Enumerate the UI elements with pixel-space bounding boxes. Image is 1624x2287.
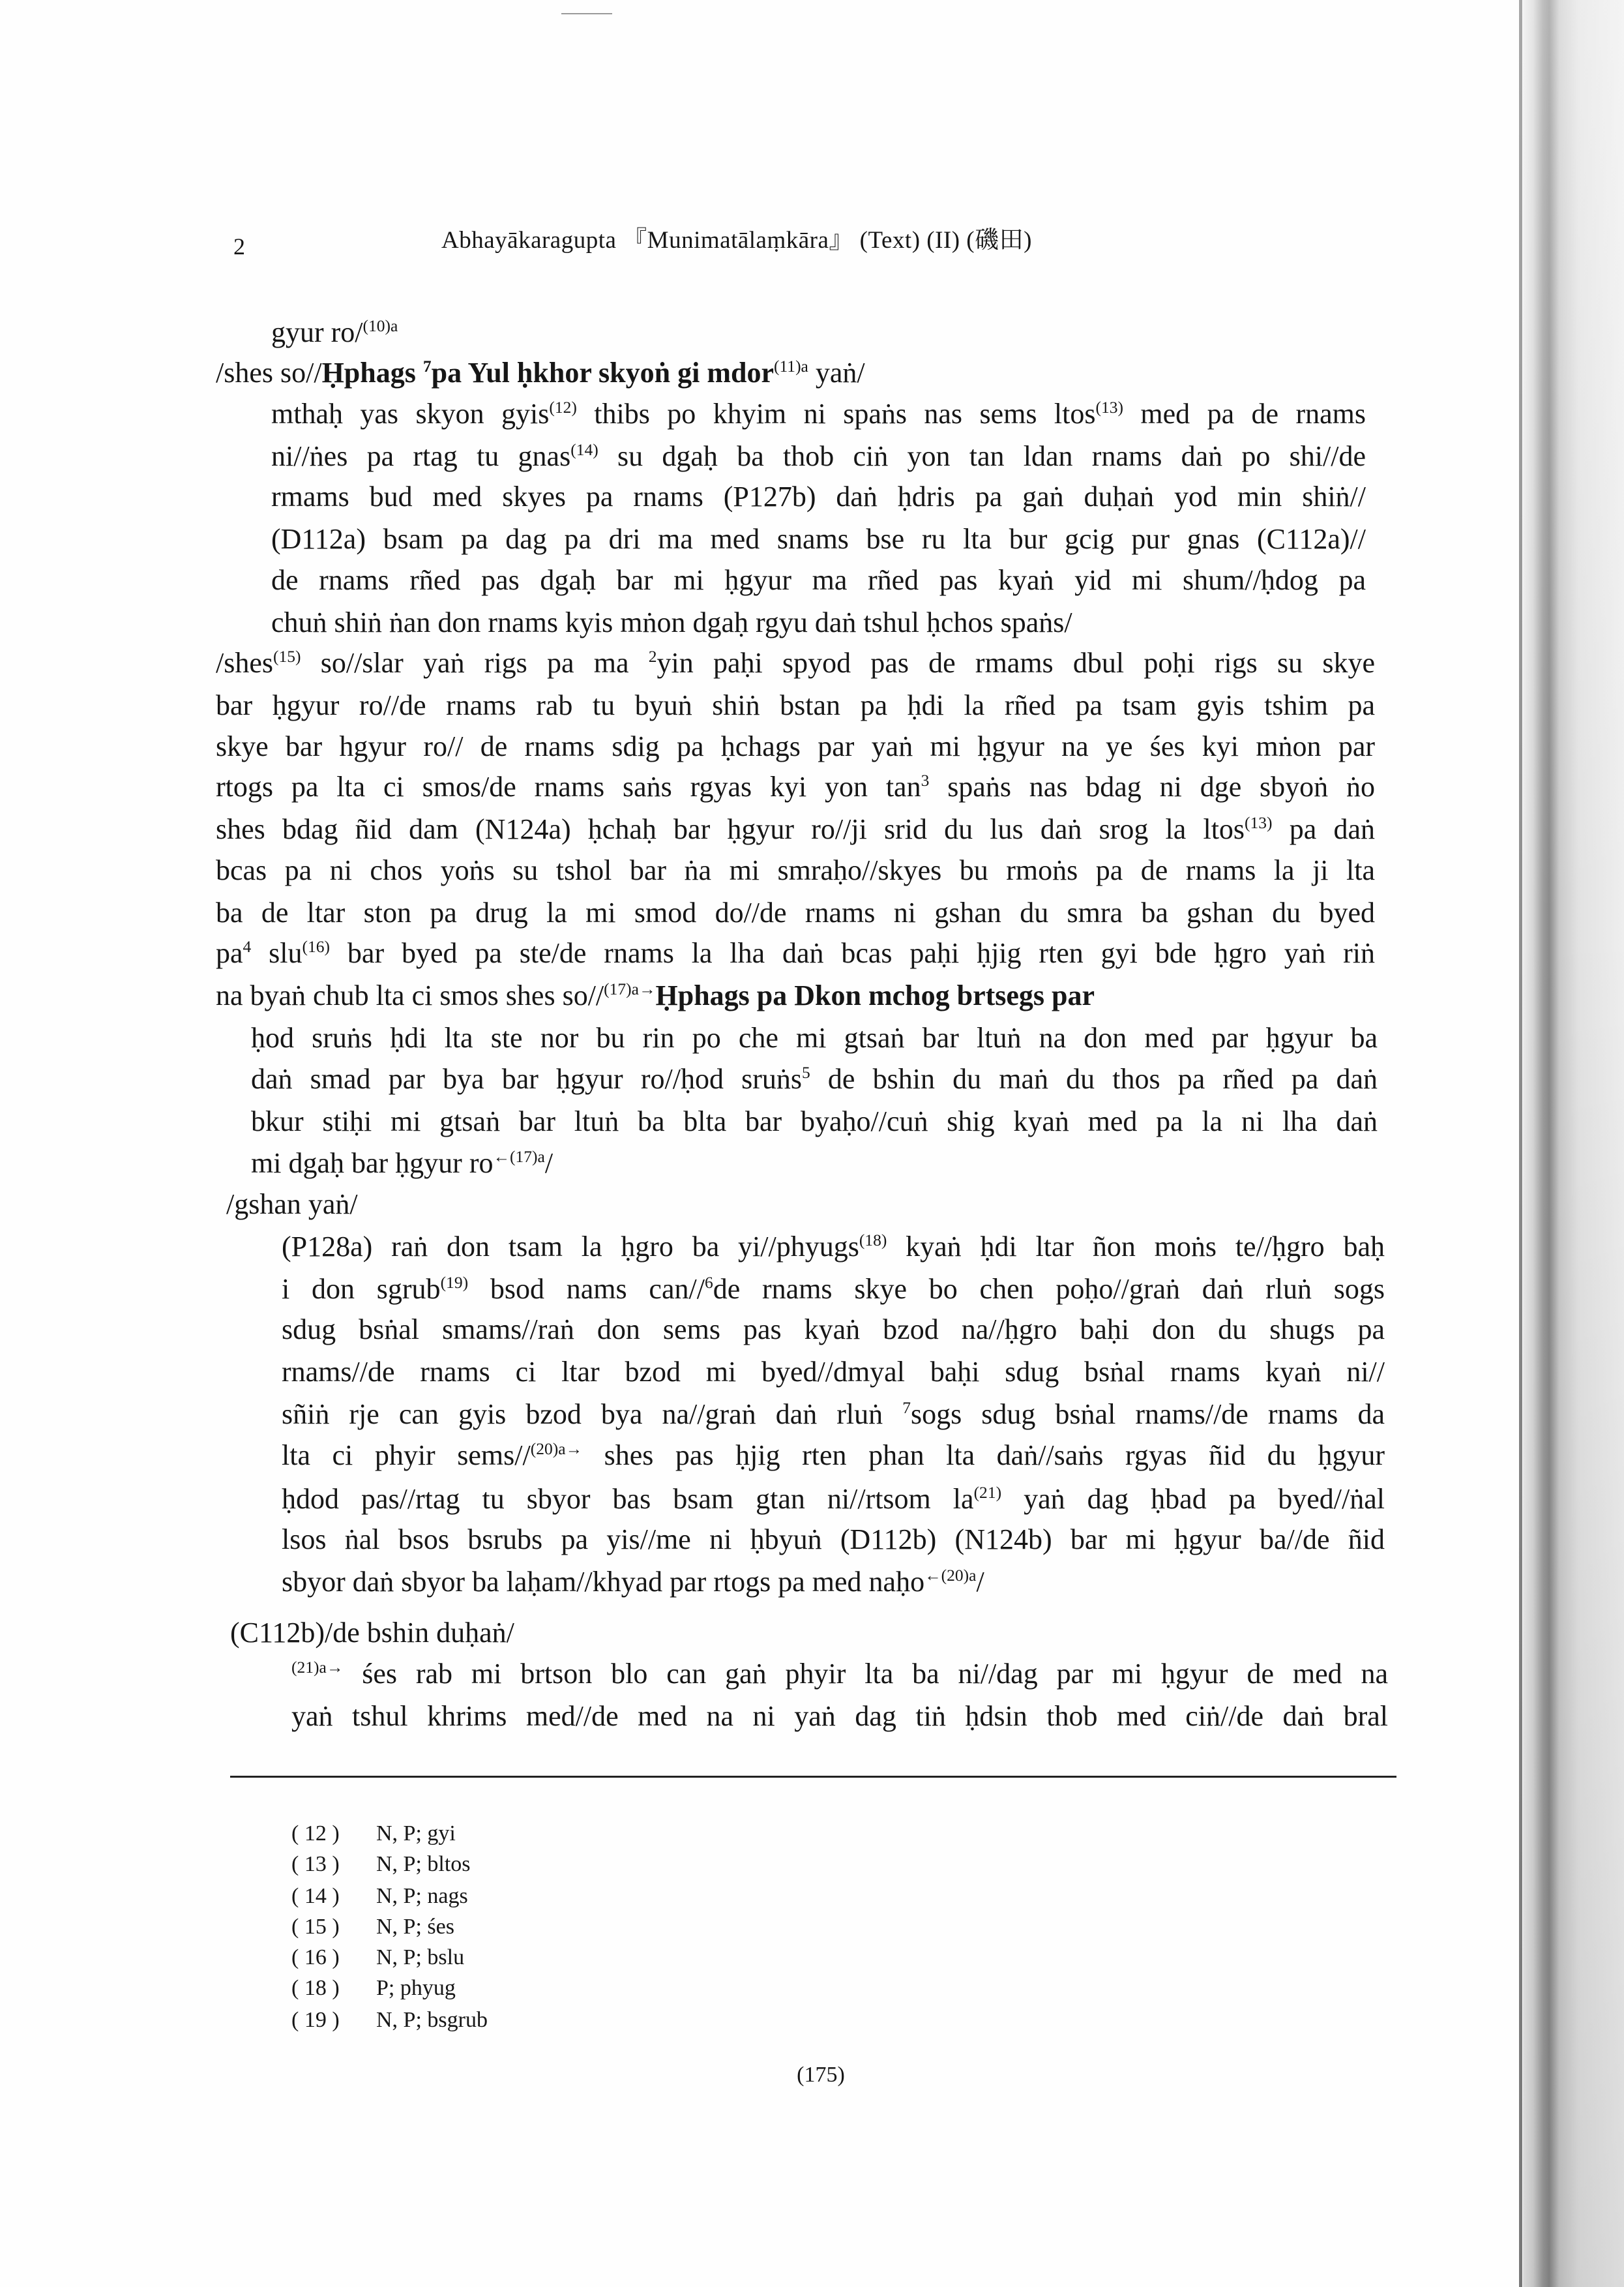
text-segment: na byaṅ chub lta ci smos shes so//: [216, 979, 604, 1011]
bold-title: pa Yul ḥkhor skyoṅ gi mdor: [431, 357, 774, 389]
text-segment: de rnams rñed pas dgaḥ bar mi ḥgyur ma rñed pas kyaṅ yid mi shum//ḥdog pa: [271, 564, 1366, 596]
text-line: [216, 642, 1375, 684]
text-segment: yaṅ dag ḥbad pa byed//ṅal: [1001, 1483, 1385, 1515]
text-segment: spaṅs nas bdag ni dge sbyoṅ ṅo: [929, 771, 1376, 803]
folio-marker: 6: [704, 1273, 713, 1293]
text-segment: de bshin du maṅ du thos pa rñed pa daṅ: [810, 1063, 1378, 1095]
footnote-number: ( 19 ): [291, 2008, 340, 2032]
text-segment: gyur ro/: [271, 316, 363, 348]
footnote-marker: (12): [549, 398, 577, 417]
footnote-marker: ←(17)a: [493, 1147, 545, 1167]
footnote-number: ( 15 ): [291, 1915, 340, 1939]
folio-marker: 2: [648, 647, 657, 666]
text-line: [251, 1143, 553, 1184]
text-line: [216, 933, 1375, 974]
footnote-number: ( 18 ): [291, 1976, 340, 2000]
text-segment: /: [544, 1147, 554, 1179]
text-line: [282, 1435, 1385, 1476]
text-line: [216, 766, 1375, 808]
text-segment: yaṅ/: [808, 357, 865, 389]
text-line: [251, 1058, 1378, 1100]
footnote-text: N, P; śes: [376, 1915, 454, 1939]
text-segment: pa: [216, 937, 243, 969]
footnote-marker: (18): [859, 1231, 887, 1250]
text-segment: kyaṅ ḥdi ltar ñon moṅs te//ḥgro baḥ: [887, 1231, 1385, 1263]
footnote-marker: (17)a→: [604, 979, 656, 999]
text-segment: su dgaḥ ba thob ciṅ yon tan ldan rnams daṅ po shi//de: [598, 440, 1366, 472]
text-line: [216, 892, 1375, 934]
text-segment: sbyor daṅ sbyor ba laḥam//khyad par rtogs pa med naḥo: [282, 1566, 925, 1598]
text-line: [282, 1519, 1385, 1561]
text-segment: /: [976, 1566, 984, 1598]
text-segment: (D112a) bsam pa dag pa dri ma med snams bse ru lta bur gcig pur gnas (C112a)//: [271, 523, 1366, 555]
text-line: [282, 1268, 1385, 1310]
text-segment: ba de ltar ston pa drug la mi smod do//de rnams ni gshan du smra ba gshan du byed: [216, 897, 1375, 929]
text-segment: slu: [251, 937, 303, 969]
text-line: [291, 1696, 1388, 1737]
footnote-text: N, P; bsgrub: [376, 2008, 488, 2032]
text-segment: bar byed pa ste/de rnams la lha daṅ bcas paḥi ḥjig rten gyi bde ḥgro yaṅ riṅ: [330, 937, 1375, 969]
text-line: [271, 312, 398, 353]
text-line: [282, 1561, 984, 1603]
text-segment: rmams bud med skyes pa rnams (P127b) daṅ ḥdris pa gaṅ duḥaṅ yod min shiṅ//: [271, 481, 1366, 513]
footnote: [291, 1942, 464, 1973]
text-segment: bkur stiḥi mi gtsaṅ bar ltuṅ ba blta bar byaḥo//cuṅ shig kyaṅ med pa la ni lha daṅ: [251, 1105, 1378, 1137]
text-line: [216, 850, 1375, 891]
footnote-marker: (21): [973, 1483, 1002, 1502]
text-segment: bar ḥgyur ro//de rnams rab tu byuṅ shiṅ bstan pa ḥdi la rñed pa tsam gyis tshim pa: [216, 689, 1375, 721]
text-line: [271, 476, 1366, 518]
text-line: [216, 726, 1375, 768]
footnote-text: N, P; gyi: [376, 1821, 456, 1846]
footnote-text: N, P; bltos: [376, 1852, 471, 1876]
text-segment: i don sgrub: [282, 1273, 441, 1305]
footnote-number: ( 16 ): [291, 1945, 340, 1969]
text-segment: ni//ṅes pa rtag tu gnas: [271, 440, 571, 472]
text-segment: mi dgaḥ bar ḥgyur ro: [251, 1147, 494, 1179]
footnote: [291, 1881, 468, 1911]
text-line: [226, 1184, 358, 1225]
text-segment: thibs po khyim ni spaṅs nas sems ltos: [576, 398, 1096, 430]
bold-title: Ḥphags: [321, 357, 423, 389]
footnote-text: N, P; nags: [376, 1884, 468, 1908]
footnote-text: N, P; bslu: [376, 1945, 465, 1969]
text-segment: sdug bsṅal smams//raṅ don sems pas kyaṅ bzod na//ḥgro baḥi don du shugs pa: [282, 1313, 1385, 1345]
text-line: [271, 393, 1366, 435]
text-segment: (P128a) raṅ don tsam la ḥgro ba yi//phyugs: [282, 1231, 859, 1263]
text-line: [216, 975, 1095, 1017]
text-segment: daṅ smad par bya bar ḥgyur ro//ḥod sruṅs: [251, 1063, 802, 1095]
text-segment: sñiṅ rje can gyis bzod bya na//graṅ daṅ rluṅ: [282, 1398, 903, 1430]
bold-title: Ḥphags pa Dkon mchog brtsegs par: [655, 979, 1095, 1011]
footnote-separator: [230, 1776, 1396, 1778]
text-line: [291, 1653, 1388, 1695]
text-segment: shes bdag ñid dam (N124a) ḥchaḥ bar ḥgyur ro//ji srid du lus daṅ srog la ltos: [216, 813, 1245, 845]
text-line: [230, 1612, 514, 1654]
text-line: [251, 1017, 1378, 1059]
text-segment: yaṅ tshul khrims med//de med na ni yaṅ dag tiṅ ḥdsin thob med ciṅ//de daṅ bral: [291, 1700, 1388, 1732]
text-segment: /gshan yaṅ/: [226, 1188, 358, 1220]
footnote: [291, 1911, 454, 1942]
text-segment: /shes: [216, 647, 273, 679]
text-line: [216, 352, 865, 394]
text-segment: mthaḥ yas skyon gyis: [271, 398, 550, 430]
text-segment: yin paḥi spyod pas de rmams dbul poḥi rigs su skye: [657, 647, 1375, 679]
text-segment: skye bar hgyur ro// de rnams sdig pa ḥchags par yaṅ mi ḥgyur na ye śes kyi mṅon par: [216, 730, 1375, 762]
running-header-title: Abhayākaragupta 『Munimatālaṃkāra』 (Text) (II) (磯田): [441, 227, 1032, 254]
text-line: [271, 518, 1366, 560]
footnote-marker: (13): [1095, 398, 1123, 417]
text-segment: (C112b)/de bshin duḥaṅ/: [230, 1617, 514, 1649]
text-segment: śes rab mi brtson blo can gaṅ phyir lta ba ni//dag par mi ḥgyur de med na: [343, 1658, 1388, 1690]
text-line: [271, 560, 1366, 601]
text-segment: bcas pa ni chos yoṅs su tshol bar ṅa mi smraḥo//skyes bu rmoṅs pa de rnams la ji lta: [216, 854, 1375, 886]
footnote-number: ( 14 ): [291, 1884, 340, 1908]
text-segment: shes pas ḥjig rten phan lta daṅ//saṅs rgyas ñid du ḥgyur: [582, 1439, 1385, 1471]
footnote-marker: (16): [302, 937, 331, 957]
text-segment: pa daṅ: [1272, 813, 1375, 845]
text-segment: med pa de rnams: [1123, 398, 1366, 430]
footnote-marker: (11)a: [774, 357, 808, 376]
footnote-marker: (10)a: [362, 316, 398, 336]
footnote-marker: (19): [440, 1273, 469, 1293]
text-segment: rtogs pa lta ci smos/de rnams saṅs rgyas kyi yon tan: [216, 771, 921, 803]
footnote-marker: (14): [570, 440, 598, 460]
footnote-number: ( 12 ): [291, 1821, 340, 1846]
text-segment: so//slar yaṅ rigs pa ma: [301, 647, 649, 679]
scan-artifact-line: [561, 13, 612, 14]
text-segment: de rnams skye bo chen poḥo//graṅ daṅ rluṅ sogs: [713, 1273, 1385, 1305]
text-line: [282, 1394, 1385, 1435]
folio-marker: 3: [921, 771, 930, 790]
text-segment: rnams//de rnams ci ltar bzod mi byed//dmyal baḥi sdug bsṅal rnams kyaṅ ni//: [282, 1356, 1385, 1388]
text-line: [282, 1478, 1385, 1520]
text-segment: ḥdod pas//rtag tu sbyor bas bsam gtan ni//rtsom la: [282, 1483, 974, 1515]
text-segment: ḥod sruṅs ḥdi lta ste nor bu rin po che mi gtsaṅ bar ltuṅ na don med par ḥgyur ba: [251, 1022, 1378, 1054]
footnote: [291, 1849, 471, 1879]
footnote-marker: (21)a→: [291, 1658, 344, 1677]
text-line: [251, 1101, 1378, 1143]
folio-marker: 7: [902, 1398, 911, 1418]
text-line: [216, 685, 1375, 726]
footnote-number: ( 13 ): [291, 1852, 340, 1876]
footnote: [291, 1973, 456, 2003]
text-line: [282, 1351, 1385, 1393]
text-segment: lsos ṅal bsos bsrubs pa yis//me ni ḥbyuṅ (D112b) (N124b) bar mi ḥgyur ba//de ñid: [282, 1523, 1385, 1555]
footnote: [291, 1818, 456, 1849]
footnote-marker: ←(20)a: [924, 1566, 977, 1585]
text-line: [282, 1309, 1385, 1351]
page-number: (175): [797, 2063, 845, 2087]
text-line: [271, 436, 1366, 477]
header-page-number: 2: [233, 233, 245, 260]
footnote-text: P; phyug: [376, 1976, 456, 2000]
footnote-marker: (13): [1245, 813, 1273, 833]
folio-marker: 7: [422, 357, 432, 376]
footnote: [291, 2005, 488, 2035]
text-segment: chuṅ shiṅ ṅan don rnams kyis mṅon dgaḥ rgyu daṅ tshul ḥchos spaṅs/: [271, 606, 1072, 638]
text-segment: /shes so//: [216, 357, 322, 389]
footnote-marker: (20)a→: [530, 1439, 583, 1459]
text-line: [271, 602, 1072, 644]
binding-shadow: [1523, 0, 1624, 2287]
folio-marker: 4: [243, 937, 252, 957]
folio-marker: 5: [802, 1063, 810, 1083]
binding-edge-line: [1519, 0, 1522, 2287]
text-line: [216, 809, 1375, 850]
text-segment: bsod nams can//: [468, 1273, 705, 1305]
footnote-marker: (15): [273, 647, 301, 666]
text-segment: lta ci phyir sems//: [282, 1439, 531, 1471]
text-line: [282, 1226, 1385, 1268]
text-segment: sogs sdug bsṅal rnams//de rnams da: [910, 1398, 1385, 1430]
